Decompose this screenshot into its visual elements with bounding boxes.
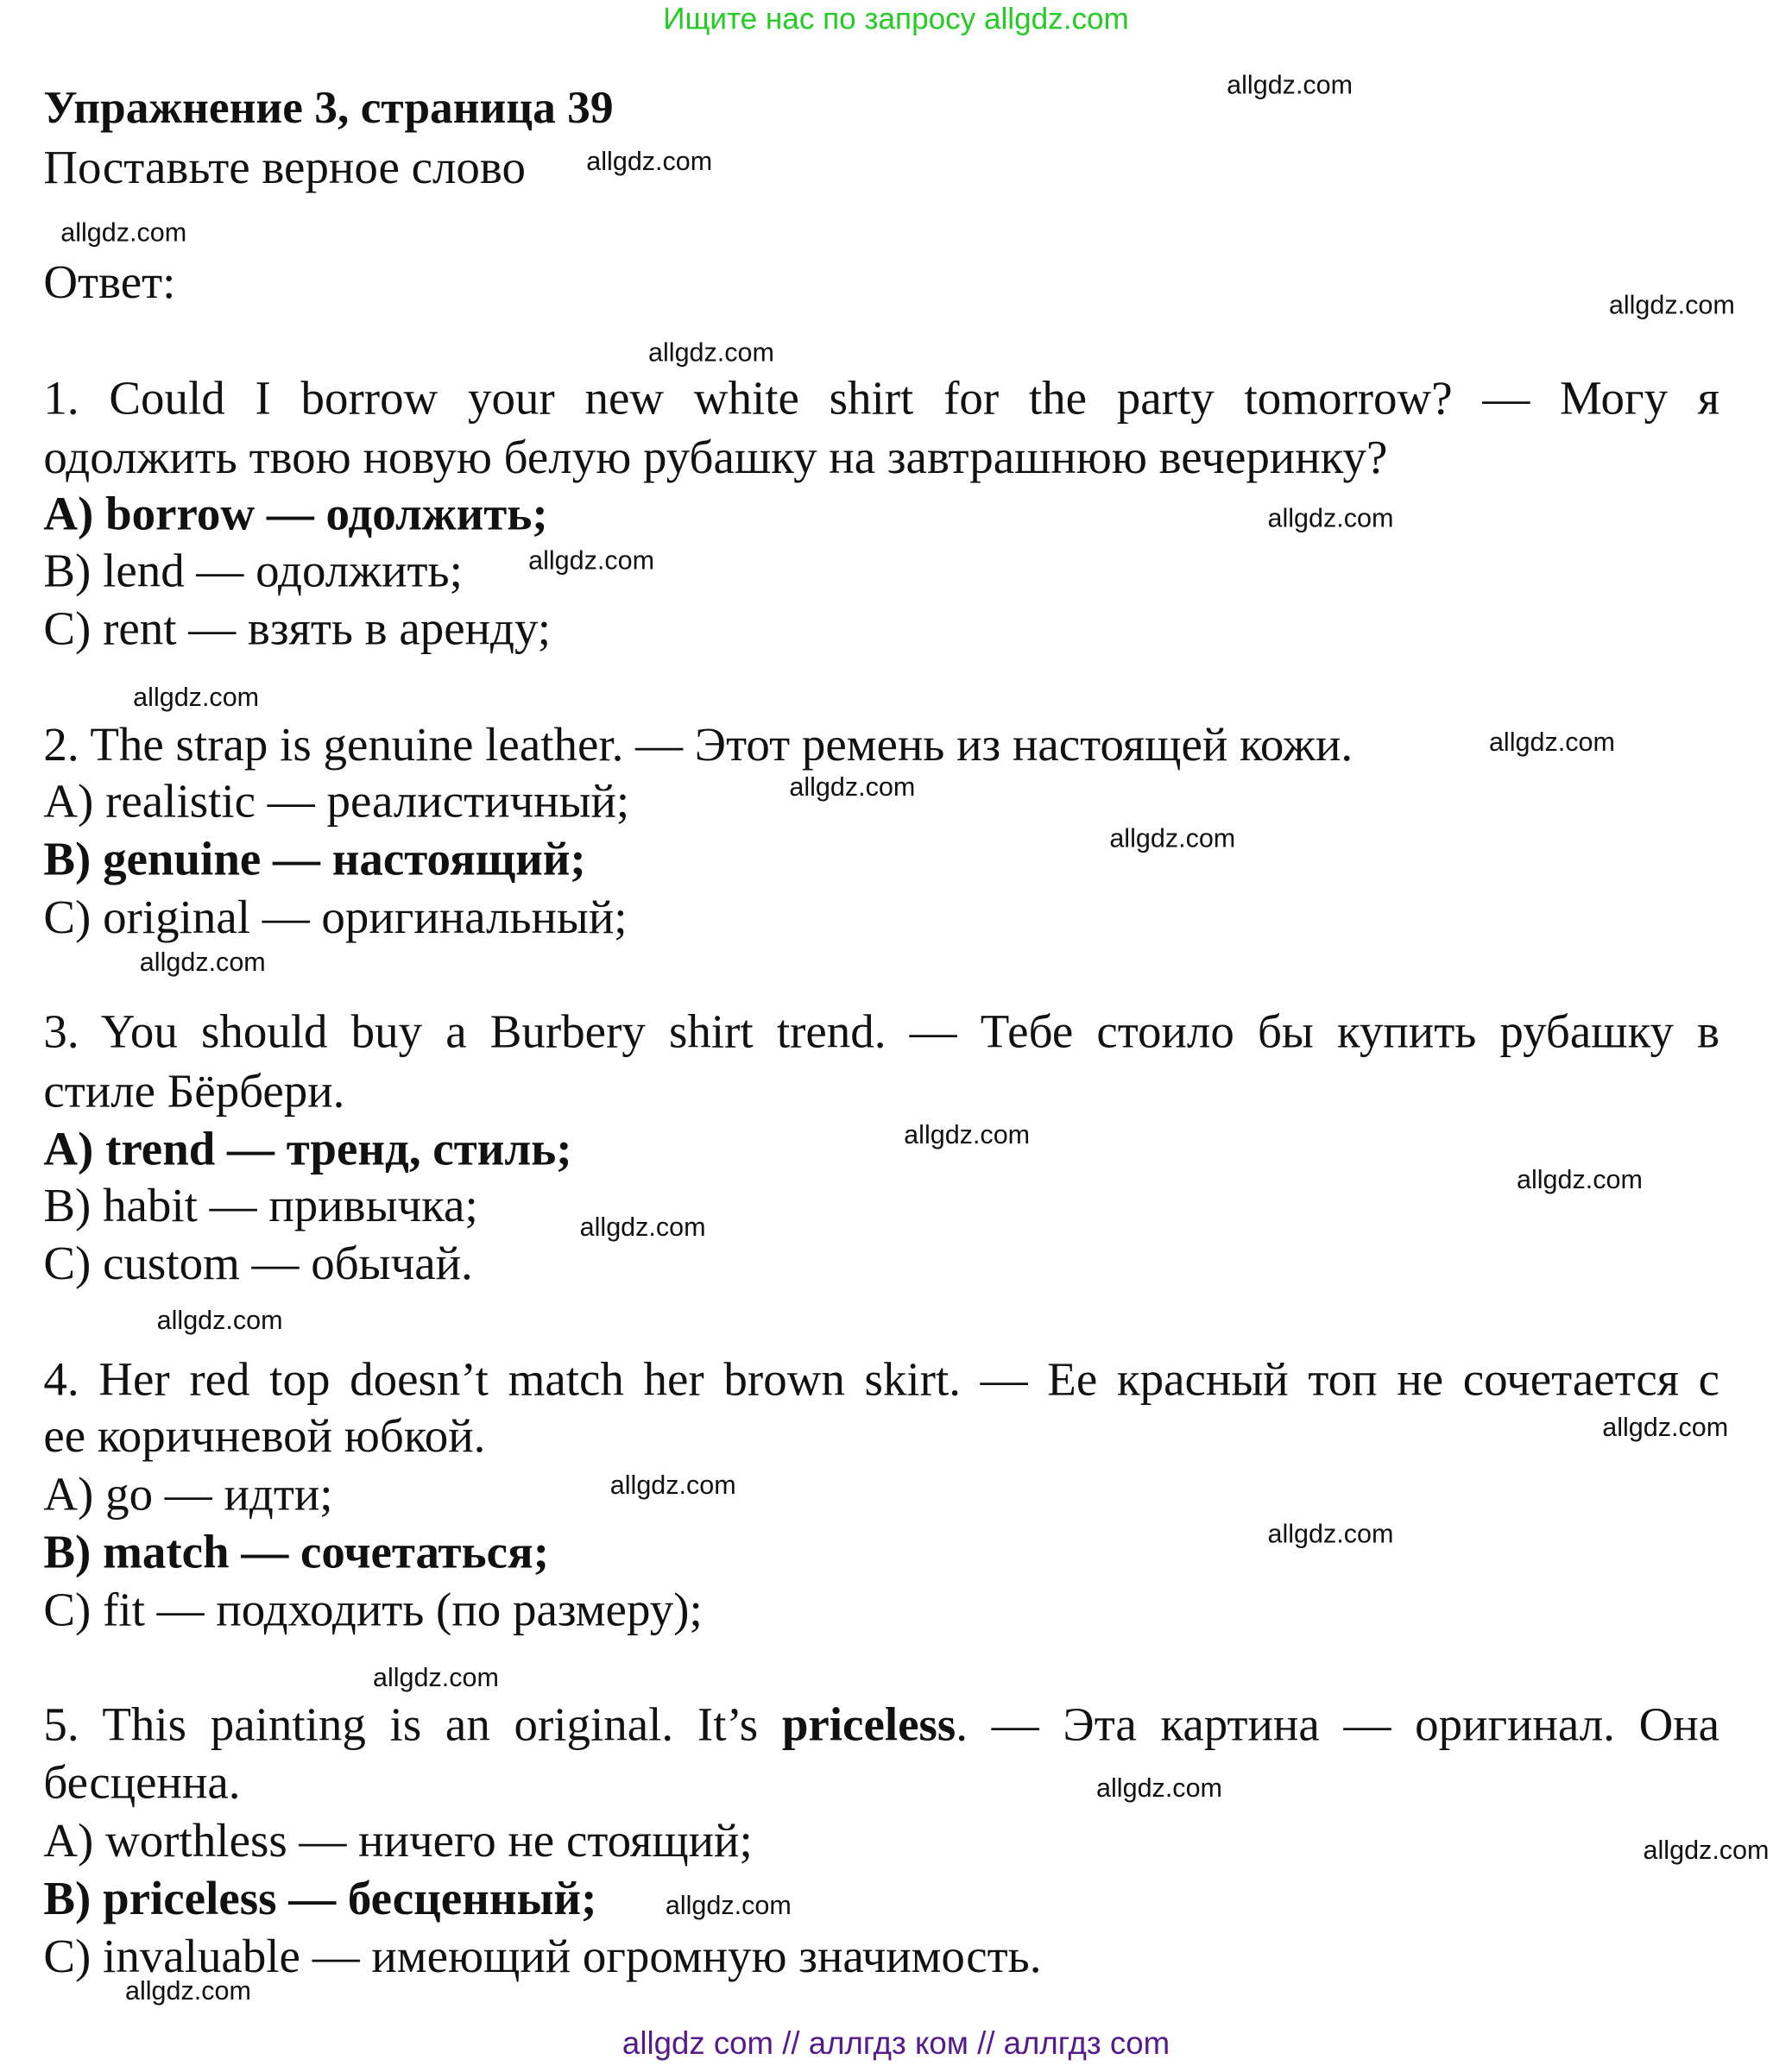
watermark: allgdz.com bbox=[125, 1977, 251, 2006]
watermark: allgdz.com bbox=[904, 1121, 1031, 1150]
watermark: allgdz.com bbox=[1488, 728, 1615, 758]
question-5-line-2: бесценна. bbox=[43, 1755, 241, 1809]
question-3-line-2: стиле Бёрбери. bbox=[43, 1064, 345, 1118]
option-5b: B) priceless — бесценный; bbox=[43, 1872, 597, 1925]
question-1-line-1: 1. Could I borrow your new white shirt for the party tomorrow? — Могу я bbox=[43, 371, 1720, 425]
answer-label: Ответ: bbox=[43, 255, 176, 309]
question-2-line-1: 2. The strap is genuine leather. — Этот ремень из настоящей кожи. bbox=[43, 717, 1353, 771]
option-5a: A) worthless — ничего не стоящий; bbox=[43, 1813, 753, 1867]
watermark: allgdz.com bbox=[665, 1892, 792, 1921]
page-title: Упражнение 3, страница 39 bbox=[43, 81, 614, 134]
watermark: allgdz.com bbox=[1267, 1520, 1394, 1550]
watermark: allgdz.com bbox=[1608, 291, 1735, 320]
header-promo-link[interactable]: Ищите нас по запросу allgdz.com bbox=[663, 1, 1129, 36]
question-5-text-b: . — Эта картина — оригинал. Она bbox=[956, 1697, 1720, 1751]
option-2a: A) realistic — реалистичный; bbox=[43, 774, 630, 828]
watermark: allgdz.com bbox=[579, 1212, 706, 1243]
watermark: allgdz.com bbox=[1109, 824, 1236, 854]
watermark: allgdz.com bbox=[1517, 1165, 1643, 1195]
watermark: allgdz.com bbox=[1267, 504, 1394, 534]
option-2c: C) original — оригинальный; bbox=[43, 890, 628, 943]
option-2b: B) genuine — настоящий; bbox=[43, 832, 586, 885]
watermark: allgdz.com bbox=[609, 1471, 736, 1501]
watermark: allgdz.com bbox=[586, 147, 713, 177]
option-4a: A) go — идти; bbox=[43, 1467, 333, 1521]
question-5-text-a: 5. This painting is an original. It’s bbox=[43, 1697, 782, 1751]
watermark: allgdz.com bbox=[1227, 71, 1353, 101]
watermark: allgdz.com bbox=[789, 773, 916, 803]
question-1-line-2: одолжить твою новую белую рубашку на завтрашнюю вечеринку? bbox=[43, 431, 1388, 484]
watermark: allgdz.com bbox=[139, 948, 266, 978]
option-3c: C) custom — обычай. bbox=[43, 1237, 473, 1290]
option-1c: C) rent — взять в аренду; bbox=[43, 601, 552, 655]
option-5c: C) invaluable — имеющий огромную значимость. bbox=[43, 1930, 1042, 1983]
watermark: allgdz.com bbox=[528, 546, 655, 576]
question-5-line-1 bbox=[43, 1696, 1719, 1754]
option-1a: A) borrow — одолжить; bbox=[43, 487, 548, 540]
option-1b: B) lend — одолжить; bbox=[43, 544, 463, 597]
task-text: Поставьте верное слово bbox=[43, 141, 526, 194]
option-3b: B) habit — привычка; bbox=[43, 1179, 478, 1232]
option-3a: A) trend — тренд, стиль; bbox=[43, 1122, 572, 1175]
question-4-line-2: ее коричневой юбкой. bbox=[43, 1409, 486, 1463]
watermark: allgdz.com bbox=[372, 1663, 499, 1693]
watermark: allgdz.com bbox=[1096, 1774, 1222, 1804]
question-4-line-1: 4. Her red top doesn’t match her brown skirt. — Ее красный топ не сочетается с bbox=[43, 1352, 1720, 1406]
watermark: allgdz.com bbox=[1643, 1836, 1770, 1866]
watermark: allgdz.com bbox=[156, 1307, 283, 1336]
footer-links[interactable]: allgdz com // аллгдз ком // аллгдз com bbox=[622, 2025, 1170, 2062]
option-4b: B) match — сочетаться; bbox=[43, 1525, 550, 1578]
watermark: allgdz.com bbox=[133, 683, 260, 713]
watermark: allgdz.com bbox=[60, 218, 187, 248]
question-3-line-1: 3. You should buy a Burbery shirt trend. — Тебе стоило бы купить рубашку в bbox=[43, 1005, 1720, 1058]
watermark: allgdz.com bbox=[1602, 1413, 1729, 1443]
question-5-keyword: priceless bbox=[781, 1697, 956, 1751]
option-4c: C) fit — подходить (по размеру); bbox=[43, 1583, 703, 1636]
watermark: allgdz.com bbox=[648, 338, 774, 368]
